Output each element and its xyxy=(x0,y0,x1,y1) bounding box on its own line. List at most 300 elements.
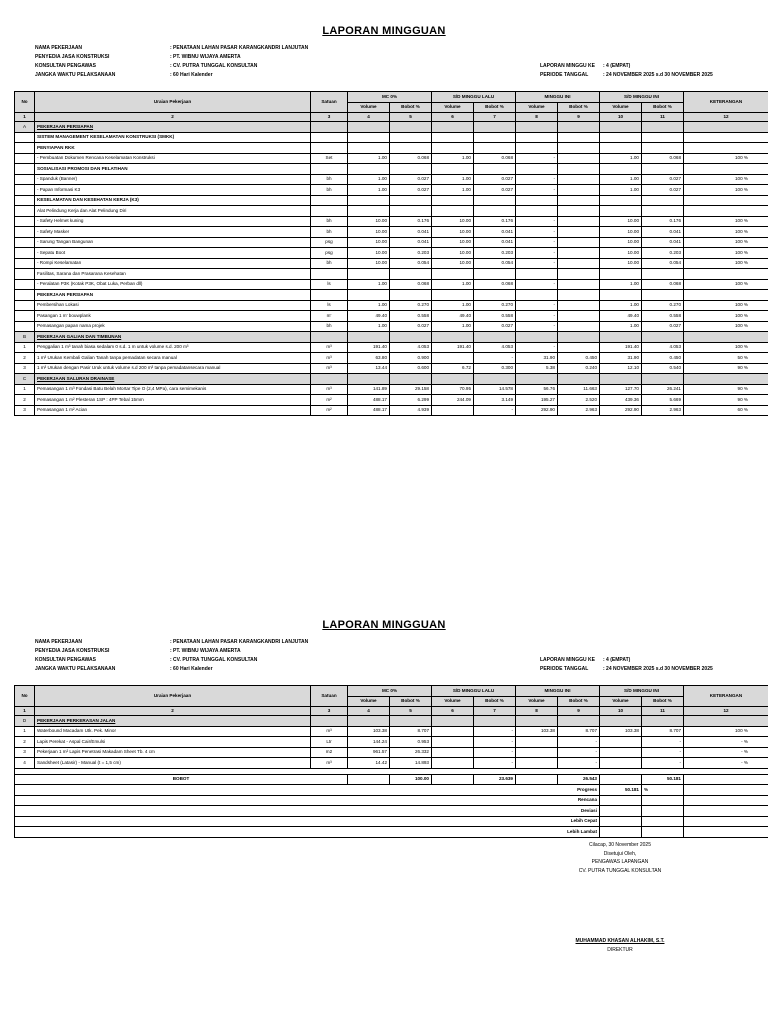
row-sdlalu-bobot: 0.068 xyxy=(474,153,516,164)
row-keterangan xyxy=(684,164,768,175)
row-ini-bobot xyxy=(558,374,600,385)
row-no xyxy=(15,321,35,332)
row-sdini-bobot: - xyxy=(642,758,684,769)
row-uraian: 1 m³ Urukan Kembali Galian Tanah tanpa pemadatan secara manual xyxy=(35,353,311,364)
row-keterangan: 100 % xyxy=(684,185,768,196)
row-ini-bobot xyxy=(558,258,600,269)
summary-label: Rencana xyxy=(15,795,600,806)
progress-table xyxy=(14,91,768,416)
signature-name-block xyxy=(545,937,695,954)
row-satuan xyxy=(311,195,348,206)
row-ini-volume xyxy=(516,132,558,143)
row-sdlalu-volume: 1.00 xyxy=(432,279,474,290)
row-uraian: - Papan Informasi K3 xyxy=(35,185,311,196)
row-sdlalu-volume xyxy=(432,132,474,143)
empty-cell xyxy=(642,795,684,806)
row-ini-bobot xyxy=(558,132,600,143)
row-sdlalu-volume xyxy=(432,353,474,364)
row-sdini-volume: 439.36 xyxy=(600,395,642,406)
row-no xyxy=(15,185,35,196)
col-satuan: Satuan xyxy=(311,92,348,113)
row-no xyxy=(15,227,35,238)
row-satuan: m³ xyxy=(311,353,348,364)
col-volume: Volume xyxy=(348,102,390,113)
row-sdini-volume xyxy=(600,195,642,206)
row-sdlalu-bobot xyxy=(474,290,516,301)
row-sdlalu-volume: 1.00 xyxy=(432,185,474,196)
row-satuan: Set xyxy=(311,153,348,164)
row-sdini-volume xyxy=(600,290,642,301)
row-no xyxy=(15,164,35,175)
row-mc0-bobot: 0.270 xyxy=(390,300,432,311)
row-sdini-bobot: 0.176 xyxy=(642,216,684,227)
row-satuan: ls xyxy=(311,279,348,290)
row-no xyxy=(15,248,35,259)
info-value: : 60 Hari Kalender xyxy=(170,666,213,672)
row-sdini-bobot xyxy=(642,122,684,133)
row-keterangan xyxy=(684,206,768,217)
row-sdini-bobot: 0.203 xyxy=(642,248,684,259)
row-sdlalu-volume: 49.40 xyxy=(432,311,474,322)
row-ini-volume xyxy=(516,758,558,769)
row-no xyxy=(15,237,35,248)
row-sdlalu-bobot: 14.578 xyxy=(474,384,516,395)
row-sdini-bobot: - xyxy=(642,747,684,758)
col-index: 12 xyxy=(684,707,768,716)
row-sdini-volume xyxy=(600,206,642,217)
row-satuan xyxy=(311,164,348,175)
row-mc0-volume: 488.17 xyxy=(348,395,390,406)
row-uraian: Sandsheet (Latasir) - Manual (t = 1,5 cm) xyxy=(35,758,311,769)
row-mc0-volume: 961.57 xyxy=(348,747,390,758)
table-row xyxy=(15,153,768,164)
summary-label: Lebih Cepat xyxy=(15,816,600,827)
row-sdlalu-bobot: 0.203 xyxy=(474,248,516,259)
row-mc0-bobot: 0.558 xyxy=(390,311,432,322)
row-sdini-volume xyxy=(600,122,642,133)
row-keterangan: 100 % xyxy=(684,300,768,311)
progress-table xyxy=(14,685,768,838)
table-row xyxy=(15,269,768,280)
signature-approved: Disetujui Oleh, xyxy=(603,850,637,857)
row-sdini-volume: 12.10 xyxy=(600,363,642,374)
row-keterangan: 100 % xyxy=(684,726,768,737)
info-value: : PENATAAN LAHAN PASAR KARANGKANDRI LANJUTAN xyxy=(170,639,309,645)
row-sdini-volume: 1.00 xyxy=(600,174,642,185)
bobot-sd-ini: 50.181 xyxy=(642,774,684,785)
row-no xyxy=(15,132,35,143)
row-ini-volume: - xyxy=(516,321,558,332)
page-title: LAPORAN MINGGUAN xyxy=(322,25,446,37)
summary-row xyxy=(15,816,768,827)
row-mc0-volume xyxy=(348,332,390,343)
col-sd-lalu: S/D MINGGU LALU xyxy=(432,92,516,103)
row-sdlalu-bobot: 0.041 xyxy=(474,237,516,248)
row-sdini-volume: 1.00 xyxy=(600,321,642,332)
row-ini-volume: - xyxy=(516,300,558,311)
row-no: 4 xyxy=(15,758,35,769)
row-mc0-bobot: 0.027 xyxy=(390,185,432,196)
row-mc0-bobot: 0.600 xyxy=(390,363,432,374)
table-row xyxy=(15,311,768,322)
col-index: 2 xyxy=(35,113,311,122)
row-mc0-volume: 103.38 xyxy=(348,726,390,737)
row-uraian: - Peralatan P3K (Kotak P3K, Obat Luka, Perban dll) xyxy=(35,279,311,290)
signature-role: PENGAWAS LAPANGAN xyxy=(591,859,649,865)
row-mc0-bobot: 0.900 xyxy=(390,353,432,364)
row-uraian: 1 m³ Urukan dengan Pasir Uruk untuk volume s.d 200 m³ tanpa pemadatansecara manual xyxy=(35,363,311,374)
row-sdlalu-volume xyxy=(432,269,474,280)
row-keterangan: 50 % xyxy=(684,353,768,364)
row-ini-volume xyxy=(516,747,558,758)
row-sdini-volume: 1.00 xyxy=(600,153,642,164)
row-no xyxy=(15,290,35,301)
row-sdlalu-bobot xyxy=(474,206,516,217)
row-sdini-bobot: 2.963 xyxy=(642,405,684,416)
row-sdlalu-bobot: 0.558 xyxy=(474,311,516,322)
row-mc0-volume: 10.00 xyxy=(348,258,390,269)
row-mc0-bobot: 8.707 xyxy=(390,726,432,737)
row-uraian: - Pembuatan Dokumen Rencana Keselamatan Konstruksi xyxy=(35,153,311,164)
subsection-row xyxy=(15,290,768,301)
row-sdini-bobot xyxy=(642,206,684,217)
row-satuan xyxy=(311,716,348,727)
row-no xyxy=(15,258,35,269)
row-sdini-volume: 103.38 xyxy=(600,726,642,737)
info-label: NAMA PEKERJAAN xyxy=(35,45,83,51)
page-title: LAPORAN MINGGUAN xyxy=(322,619,446,631)
row-sdlalu-volume xyxy=(432,332,474,343)
col-index: 11 xyxy=(642,113,684,122)
row-sdlalu-volume xyxy=(432,758,474,769)
col-index: 6 xyxy=(432,707,474,716)
row-uraian: Pekerjaan 1 m² Lapis Penetrasi Makadam Sheet Tb. 4 cm xyxy=(35,747,311,758)
empty-cell xyxy=(432,774,474,785)
row-keterangan: 60 % xyxy=(684,405,768,416)
row-keterangan xyxy=(684,374,768,385)
row-ini-bobot xyxy=(558,122,600,133)
row-ini-volume xyxy=(516,195,558,206)
row-sdini-bobot xyxy=(642,269,684,280)
col-sd-ini: S/D MINGGU INI xyxy=(600,686,684,697)
row-no: 1 xyxy=(15,384,35,395)
col-satuan: Satuan xyxy=(311,686,348,707)
empty-cell xyxy=(348,774,390,785)
row-sdini-bobot: 0.054 xyxy=(642,258,684,269)
row-sdlalu-bobot xyxy=(474,374,516,385)
empty-cell xyxy=(684,774,768,785)
row-ini-bobot xyxy=(558,290,600,301)
table-row xyxy=(15,174,768,185)
row-uraian: - Rompi Keselamatan xyxy=(35,258,311,269)
row-satuan: m³ xyxy=(311,384,348,395)
summary-label: Deviasi xyxy=(15,806,600,817)
row-mc0-bobot: 0.068 xyxy=(390,153,432,164)
signature-place-date: Cilacap, 30 November 2025 xyxy=(589,842,651,848)
col-volume: Volume xyxy=(600,696,642,707)
row-sdini-bobot: 26.241 xyxy=(642,384,684,395)
row-uraian: Lapis Perekat - Aspal Cair/Emulsi xyxy=(35,737,311,748)
info-label: PENYEDIA JASA KONSTRUKSI xyxy=(35,54,110,60)
row-keterangan: 90 % xyxy=(684,363,768,374)
row-sdini-volume: 127.70 xyxy=(600,384,642,395)
row-keterangan xyxy=(684,195,768,206)
row-sdlalu-bobot: - xyxy=(474,737,516,748)
row-sdini-volume xyxy=(600,374,642,385)
col-index: 1 xyxy=(15,707,35,716)
row-uraian: Pemasangan papan nama projek xyxy=(35,321,311,332)
row-sdini-bobot xyxy=(642,374,684,385)
row-sdlalu-volume xyxy=(432,726,474,737)
col-minggu-ini: MINGGU INI xyxy=(516,686,600,697)
col-index: 12 xyxy=(684,113,768,122)
col-index: 7 xyxy=(474,707,516,716)
row-uraian: Pembersihan Lokasi xyxy=(35,300,311,311)
row-no: D xyxy=(15,716,35,727)
report-info xyxy=(540,656,760,674)
row-satuan: psg xyxy=(311,237,348,248)
row-satuan: m³ xyxy=(311,363,348,374)
empty-cell xyxy=(600,816,642,827)
col-volume: Volume xyxy=(432,102,474,113)
row-mc0-volume xyxy=(348,195,390,206)
row-ini-volume: 292.90 xyxy=(516,405,558,416)
info-value: : PT. WIBNU WIJAYA AMERTA xyxy=(170,54,241,60)
row-satuan xyxy=(311,206,348,217)
info-label: PENYEDIA JASA KONSTRUKSI xyxy=(35,648,110,654)
col-index: 4 xyxy=(348,113,390,122)
row-satuan: bh xyxy=(311,227,348,238)
row-ini-bobot: - xyxy=(558,747,600,758)
section-row xyxy=(15,122,768,133)
row-sdlalu-bobot: 0.027 xyxy=(474,185,516,196)
row-sdini-bobot xyxy=(642,716,684,727)
row-sdlalu-volume xyxy=(432,290,474,301)
row-no xyxy=(15,195,35,206)
col-bobot: Bobot % xyxy=(390,696,432,707)
summary-row xyxy=(15,795,768,806)
row-satuan: bh xyxy=(311,216,348,227)
empty-cell xyxy=(600,774,642,785)
row-mc0-bobot xyxy=(390,332,432,343)
row-keterangan: 100 % xyxy=(684,216,768,227)
table-row xyxy=(15,300,768,311)
row-satuan: m² xyxy=(311,405,348,416)
row-keterangan: 100 % xyxy=(684,248,768,259)
info-label: PERIODE TANGGAL xyxy=(540,72,589,78)
row-uraian: PEKERJAAN SALURAN DRAINASE xyxy=(35,374,311,385)
row-mc0-volume: 1.00 xyxy=(348,185,390,196)
info-value: : CV. PUTRA TUNGGAL KONSULTAN xyxy=(170,63,258,69)
report-info xyxy=(540,62,760,80)
progress-unit: % xyxy=(642,785,684,796)
row-sdlalu-volume: 244.09 xyxy=(432,395,474,406)
col-index: 3 xyxy=(311,113,348,122)
col-bobot: Bobot % xyxy=(390,102,432,113)
row-mc0-volume xyxy=(348,164,390,175)
info-value: : PT. WIBNU WIJAYA AMERTA xyxy=(170,648,241,654)
table-row xyxy=(15,206,768,217)
empty-cell xyxy=(600,795,642,806)
row-sdlalu-volume xyxy=(432,747,474,758)
row-mc0-bobot: 6.299 xyxy=(390,395,432,406)
row-keterangan: 90 % xyxy=(684,384,768,395)
row-mc0-volume xyxy=(348,132,390,143)
row-no: 2 xyxy=(15,353,35,364)
col-index: 10 xyxy=(600,113,642,122)
bobot-mc0: 100.00 xyxy=(390,774,432,785)
row-sdlalu-volume: 191.40 xyxy=(432,342,474,353)
row-mc0-bobot: 0.068 xyxy=(390,279,432,290)
row-mc0-volume: 1.00 xyxy=(348,279,390,290)
row-ini-bobot xyxy=(558,237,600,248)
col-uraian: Uraian Pekerjaan xyxy=(35,686,311,707)
row-ini-volume: 195.27 xyxy=(516,395,558,406)
row-keterangan: - % xyxy=(684,737,768,748)
row-ini-bobot xyxy=(558,227,600,238)
col-index: 8 xyxy=(516,113,558,122)
row-keterangan: 100 % xyxy=(684,227,768,238)
info-value: : 4 (EMPAT) xyxy=(603,657,631,663)
row-sdlalu-volume: 10.00 xyxy=(432,237,474,248)
row-mc0-volume: 1.00 xyxy=(348,321,390,332)
subsection-row xyxy=(15,132,768,143)
row-uraian: SISTEM MANAGEMENT KESELAMATAN KONSTRUKSI (SMKK) xyxy=(35,132,311,143)
table-row xyxy=(15,384,768,395)
row-sdini-bobot: 0.027 xyxy=(642,174,684,185)
row-uraian: Alat Pelindung Kerja dan Alat Pelindung Diri xyxy=(35,206,311,217)
info-label: KONSULTAN PENGAWAS xyxy=(35,657,96,663)
row-mc0-volume: 10.00 xyxy=(348,227,390,238)
bobot-sd-lalu: 23.639 xyxy=(474,774,516,785)
row-ini-volume: 31.90 xyxy=(516,353,558,364)
col-index: 5 xyxy=(390,707,432,716)
table-row xyxy=(15,279,768,290)
row-ini-volume xyxy=(516,269,558,280)
row-mc0-bobot xyxy=(390,206,432,217)
col-bobot: Bobot % xyxy=(642,696,684,707)
table-row xyxy=(15,405,768,416)
row-sdlalu-bobot xyxy=(474,332,516,343)
row-ini-bobot: 0.450 xyxy=(558,353,600,364)
col-volume: Volume xyxy=(432,696,474,707)
row-sdini-volume: 10.00 xyxy=(600,248,642,259)
row-mc0-volume xyxy=(348,269,390,280)
subsection-row xyxy=(15,143,768,154)
subsection-row xyxy=(15,164,768,175)
index-row xyxy=(15,113,768,122)
row-sdlalu-bobot: 0.027 xyxy=(474,174,516,185)
row-keterangan: 100 % xyxy=(684,321,768,332)
row-sdini-bobot xyxy=(642,132,684,143)
row-ini-bobot xyxy=(558,342,600,353)
col-index: 3 xyxy=(311,707,348,716)
info-value: : 24 NOVEMBER 2025 s.d 30 NOVEMBER 2025 xyxy=(603,72,713,78)
row-keterangan xyxy=(684,122,768,133)
row-ini-bobot xyxy=(558,332,600,343)
row-sdini-bobot: 5.669 xyxy=(642,395,684,406)
empty-cell xyxy=(684,816,768,827)
col-index: 11 xyxy=(642,707,684,716)
row-mc0-bobot xyxy=(390,164,432,175)
row-mc0-volume xyxy=(348,206,390,217)
row-ini-bobot xyxy=(558,300,600,311)
row-uraian: PENYIAPAN RKK xyxy=(35,143,311,154)
row-mc0-volume: 10.00 xyxy=(348,248,390,259)
row-mc0-bobot: 4.053 xyxy=(390,342,432,353)
row-mc0-volume: 14.42 xyxy=(348,758,390,769)
row-sdini-volume xyxy=(600,332,642,343)
empty-cell xyxy=(684,827,768,838)
row-mc0-bobot: 0.041 xyxy=(390,227,432,238)
row-sdini-bobot: 0.027 xyxy=(642,321,684,332)
row-ini-volume xyxy=(516,332,558,343)
col-index: 7 xyxy=(474,113,516,122)
row-mc0-bobot: 0.027 xyxy=(390,174,432,185)
section-row xyxy=(15,374,768,385)
col-index: 1 xyxy=(15,113,35,122)
row-sdini-volume xyxy=(600,737,642,748)
row-uraian: KESELAMATAN DAN KESEHATAN KERJA (K3) xyxy=(35,195,311,206)
table-row xyxy=(15,227,768,238)
row-mc0-bobot xyxy=(390,143,432,154)
signature-name: MUHAMMAD KHASAN ALHAKIM, S.T. xyxy=(575,938,665,944)
row-sdini-bobot: 0.041 xyxy=(642,227,684,238)
row-mc0-volume: 1.00 xyxy=(348,300,390,311)
row-uraian: PEKERJAAN GALIAN DAN TIMBUNAN xyxy=(35,332,311,343)
row-satuan: bh xyxy=(311,321,348,332)
table-row xyxy=(15,258,768,269)
row-sdini-volume: 10.00 xyxy=(600,216,642,227)
row-sdlalu-volume xyxy=(432,164,474,175)
row-mc0-bobot xyxy=(390,290,432,301)
col-bobot: Bobot % xyxy=(474,102,516,113)
row-ini-volume: - xyxy=(516,311,558,322)
row-uraian: - Spanduk (Banner) xyxy=(35,174,311,185)
row-ini-bobot xyxy=(558,279,600,290)
row-ini-volume: - xyxy=(516,216,558,227)
bobot-minggu-ini: 26.543 xyxy=(558,774,600,785)
col-keterangan: KETERANGAN xyxy=(684,92,768,113)
row-ini-volume xyxy=(516,290,558,301)
row-sdlalu-volume xyxy=(432,206,474,217)
col-sd-ini: S/D MINGGU INI xyxy=(600,92,684,103)
row-sdlalu-bobot: - xyxy=(474,758,516,769)
info-value: : CV. PUTRA TUNGGAL KONSULTAN xyxy=(170,657,258,663)
row-no: 2 xyxy=(15,737,35,748)
row-ini-volume: - xyxy=(516,174,558,185)
row-sdini-bobot xyxy=(642,290,684,301)
row-ini-bobot xyxy=(558,321,600,332)
row-mc0-bobot xyxy=(390,122,432,133)
row-ini-volume: 103.38 xyxy=(516,726,558,737)
row-satuan: m² xyxy=(311,395,348,406)
row-satuan xyxy=(311,290,348,301)
row-ini-bobot xyxy=(558,153,600,164)
table-row xyxy=(15,237,768,248)
info-label: PERIODE TANGGAL xyxy=(540,666,589,672)
row-uraian: Pemasangan 1 m² Plesteran 1SP : 4PP Tebal 15mm xyxy=(35,395,311,406)
row-satuan: m' xyxy=(311,311,348,322)
row-no xyxy=(15,143,35,154)
row-sdlalu-bobot xyxy=(474,195,516,206)
col-bobot: Bobot % xyxy=(474,696,516,707)
table-row xyxy=(15,758,768,769)
row-mc0-bobot: 0.054 xyxy=(390,258,432,269)
row-uraian: - Sepatu Boot xyxy=(35,248,311,259)
info-label: KONSULTAN PENGAWAS xyxy=(35,63,96,69)
row-ini-volume xyxy=(516,716,558,727)
